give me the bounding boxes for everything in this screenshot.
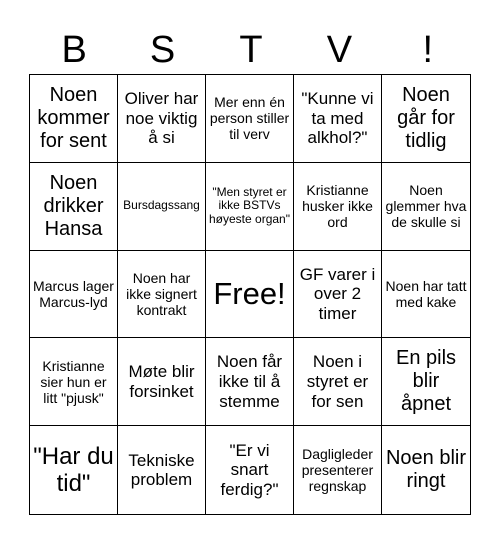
bingo-cell-r1c4[interactable]: "Kunne vi ta med alkhol?" (294, 75, 382, 163)
bingo-cell-r3c4[interactable]: GF varer i over 2 timer (294, 251, 382, 339)
header-letter-t: T (239, 29, 263, 71)
bingo-cell-r4c2[interactable]: Møte blir forsinket (118, 338, 206, 426)
bingo-cell-r3c5[interactable]: Noen har tatt med kake (382, 251, 470, 339)
bingo-cell-r1c5[interactable]: Noen går for tidlig (382, 75, 470, 163)
bingo-cell-r4c5[interactable]: En pils blir åpnet (382, 338, 470, 426)
bingo-cell-r1c1[interactable]: Noen kommer for sent (30, 75, 118, 163)
bingo-cell-r5c2[interactable]: Tekniske problem (118, 426, 206, 514)
bingo-cell-r5c4[interactable]: Dagligleder presenterer regnskap (294, 426, 382, 514)
header-letter-v: V (326, 29, 353, 71)
bingo-cell-r5c3[interactable]: "Er vi snart ferdig?" (206, 426, 294, 514)
bingo-cell-r5c1[interactable]: "Har du tid" (30, 426, 118, 514)
bingo-cell-r4c4[interactable]: Noen i styret er for sen (294, 338, 382, 426)
bingo-board (29, 74, 471, 515)
header-letter-s: S (149, 29, 176, 71)
bingo-cell-r2c1[interactable]: Noen drikker Hansa (30, 163, 118, 251)
bingo-header (30, 26, 472, 74)
bingo-cell-r3c2[interactable]: Noen har ikke signert kontrakt (118, 251, 206, 339)
bingo-cell-r2c3[interactable]: "Men styret er ikke BSTVs høyeste organ" (206, 163, 294, 251)
bingo-cell-r3c1[interactable]: Marcus lager Marcus-lyd (30, 251, 118, 339)
bingo-cell-r5c5[interactable]: Noen blir ringt (385, 447, 467, 493)
bingo-cell-r2c2[interactable]: Bursdagssang (118, 163, 206, 251)
bingo-cell-r4c1[interactable]: Kristianne sier hun er litt "pjusk" (30, 338, 118, 426)
header-letter-b: B (61, 29, 87, 71)
bingo-cell-r1c3[interactable]: Mer enn én person stiller til verv (206, 75, 294, 163)
bingo-cell-free[interactable]: Free! (206, 251, 294, 339)
bingo-cell-r2c5[interactable]: Noen glemmer hva de skulle si (382, 163, 470, 251)
header-letter-exclamation: ! (422, 29, 434, 71)
bingo-cell-r2c4[interactable]: Kristianne husker ikke ord (294, 163, 382, 251)
bingo-cell-r4c3[interactable]: Noen får ikke til å stemme (206, 338, 294, 426)
bingo-cell-r1c2[interactable]: Oliver har noe viktig å si (118, 75, 206, 163)
